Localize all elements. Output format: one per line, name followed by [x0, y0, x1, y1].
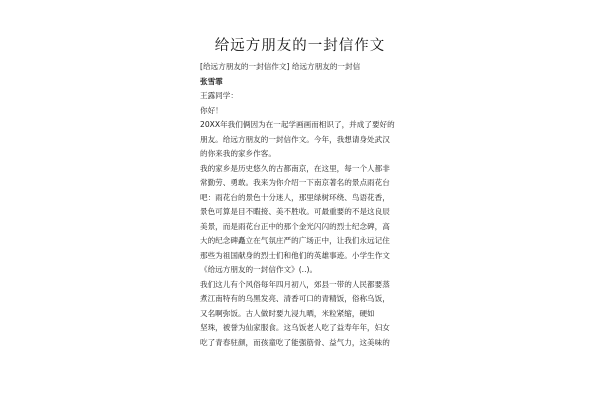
- text-line: 我的家乡是历史悠久的古都南京，在这里，每一个人都非: [200, 163, 390, 173]
- text-line: 20XX年我们俩因为在一起学画画而相识了，并成了要好的: [200, 120, 395, 129]
- text-line: 吃了青春驻颜，而孩童吃了能强筋骨、益气力，这美味的: [200, 337, 390, 347]
- document-body: [200, 60, 412, 350]
- text-line: 美景，而是雨花台正中的那个金光闪闪的烈士纪念碑，高: [200, 221, 390, 231]
- text-line: 大的纪念碑矗立在气氛庄严的广场正中，让我们永远记住: [200, 236, 390, 245]
- text-line: 景色可算是目不暇接、美不胜收。可最重要的不是这良辰: [200, 207, 390, 216]
- text-line: 煮江南特有的乌黑发亮、清香可口的青精饭，俗称乌饭，: [200, 294, 390, 303]
- greeting: 王露同学：: [200, 91, 238, 100]
- text-line: 我们这儿有个风俗每年四月初八，郊县一带的人民都要蒸: [200, 279, 390, 289]
- text-line: 坚珠，被誉为仙家服食。这乌饭老人吃了益寿年年，妇女: [200, 323, 390, 332]
- author-name: 张雪霏: [200, 76, 223, 86]
- salutation: 你好！: [200, 105, 223, 115]
- document-title: 给远方朋友的一封信作文: [214, 38, 386, 54]
- text-line: 常勤劳、勇敢。我来为你介绍一下南京著名的景点雨花台: [200, 178, 390, 187]
- text-line: 的你来我的家乡作客。: [200, 149, 276, 158]
- text-line: 又名啊弥饭。古人做时要九浸九晒，米粒紧缩，硬如: [200, 308, 375, 318]
- text-line: 吧：雨花台的景色十分迷人，那里绿树环绕、鸟语花香，: [200, 192, 390, 202]
- header-line: [给远方朋友的一封信作文] 给远方朋友的一封信: [200, 62, 361, 71]
- text-line: 《给远方朋友的一封信作文》(..)。: [200, 265, 318, 274]
- text-line: 朋友。给远方朋友的一封信作文。今年，我想请身处武汉: [200, 134, 390, 144]
- text-line: 那些为祖国献身的烈士们和他们的英雄事迹。小学生作文: [200, 250, 390, 260]
